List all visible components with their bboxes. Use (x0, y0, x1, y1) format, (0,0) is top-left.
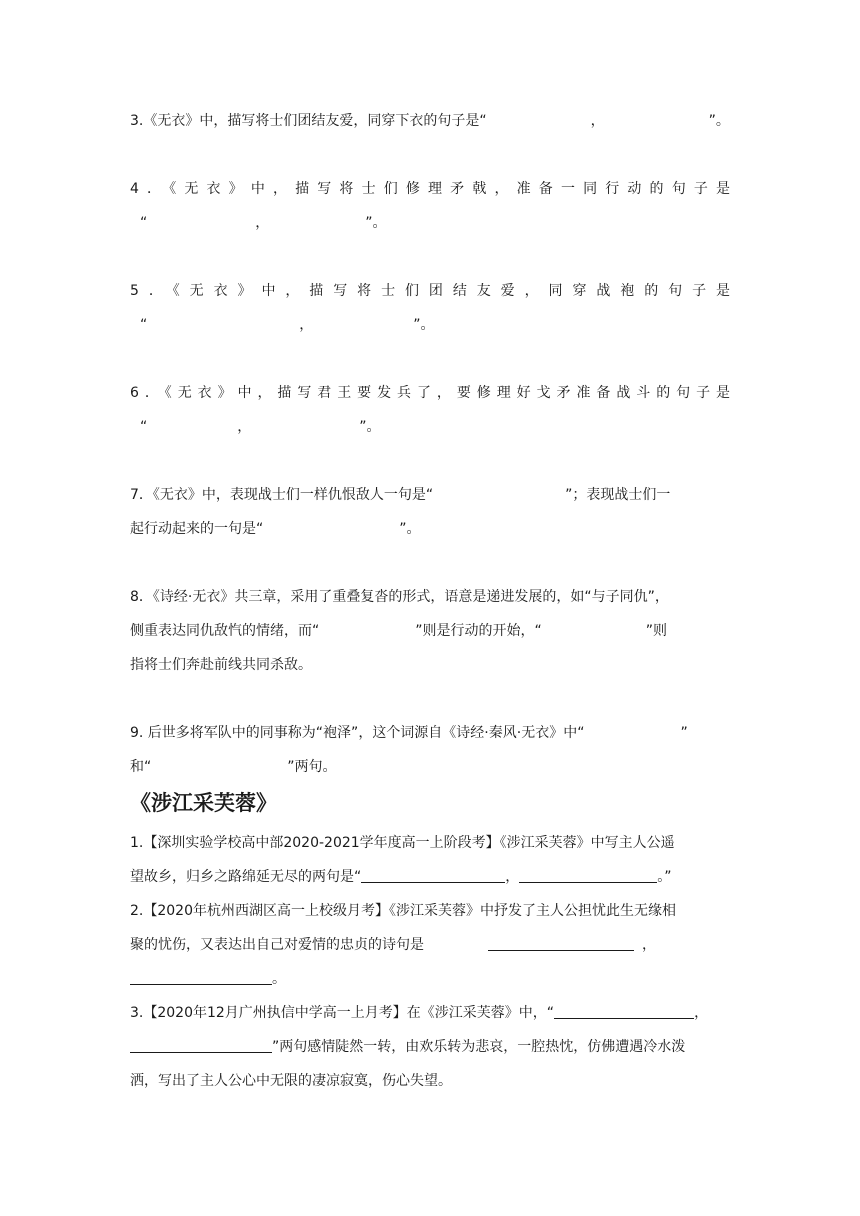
question-text: ”；表现战士们一 (565, 487, 671, 503)
answer-blank[interactable] (130, 968, 272, 985)
question-text: 望故乡，归乡之路绵延无尽的两句是“ (130, 869, 362, 885)
question-line (130, 962, 730, 996)
question-text: ， (237, 419, 252, 435)
question-text: ”则 (645, 623, 668, 639)
question-text: 聚的忧伤，又表达出自己对爱情的忠贞的诗句是 (130, 937, 424, 953)
answer-blank[interactable] (361, 866, 505, 883)
question-text: 3.【2020年12月广州执信中学高一上月考】在《涉江采芙蓉》中，“ (130, 1005, 555, 1021)
question-line (130, 308, 730, 342)
question-line (130, 614, 730, 648)
question-text: ， (694, 1005, 709, 1021)
question-line (130, 996, 730, 1030)
question-text: ”。 (708, 113, 730, 129)
question-line (130, 104, 730, 138)
question-text: ”。 (413, 317, 435, 333)
question-text: “ (140, 215, 148, 231)
question-text: ”两句。 (287, 759, 337, 775)
answer-blank[interactable] (488, 934, 634, 951)
question-line (130, 512, 730, 546)
question-9 (130, 716, 730, 784)
question-8 (130, 580, 730, 682)
question-text: 7．《无衣》中，表现战士们一样仇恨敌人一句是“ (130, 487, 434, 503)
section-question-2 (130, 894, 730, 996)
question-text: “ (140, 317, 148, 333)
question-text: ， (642, 937, 656, 953)
question-text: 和“ (130, 759, 152, 775)
question-text: “ (140, 419, 148, 435)
question-text: 9. 后世多将军队中的同事称为“袍泽”，这个词源自《诗经·秦风·无衣》中“ (130, 725, 585, 741)
question-4 (130, 172, 730, 240)
question-text: 侧重表达同仇敌忾的情绪，而“ (130, 623, 320, 639)
answer-blank[interactable] (130, 1036, 272, 1053)
question-text: ”。 (399, 521, 421, 537)
question-text: ， (299, 317, 314, 333)
question-line (130, 206, 730, 240)
question-text: 。” (657, 869, 672, 885)
answer-blank[interactable] (554, 1002, 694, 1019)
question-text: ”则是行动的开始，“ (415, 623, 542, 639)
question-line: 8．《诗经·无衣》共三章，采用了重叠复沓的形式，语意是递进发展的，如“与子同仇”， (130, 589, 669, 605)
question-text: 3.《无衣》中，描写将士们团结友爱，同穿下衣的句子是“ (130, 113, 487, 129)
question-line (130, 1030, 730, 1064)
section-question-3 (130, 996, 730, 1098)
section-question-1 (130, 826, 730, 894)
question-text: ， (255, 215, 270, 231)
question-line: 1.【深圳实验学校高中部2020-2021学年度高一上阶段考】《涉江采芙蓉》中写主人公遥 (130, 835, 675, 851)
question-line: 洒，写出了主人公心中无限的凄凉寂寞，伤心失望。 (130, 1073, 452, 1089)
question-text: ”两句感情陡然一转，由欢乐转为悲哀，一腔热忱，仿佛遭遇冷水泼 (272, 1039, 686, 1055)
question-line (130, 478, 730, 512)
question-line: 2.【2020年杭州西湖区高一上校级月考】《涉江采芙蓉》中抒发了主人公担忧此生无缘相 (130, 903, 676, 919)
question-text: ” (680, 725, 688, 741)
question-line (130, 750, 730, 784)
question-text: 起行动起来的一句是“ (130, 521, 264, 537)
question-line (130, 860, 730, 894)
question-5 (130, 274, 730, 342)
question-line (130, 410, 730, 444)
question-line: 指将士们奔赴前线共同杀敌。 (130, 657, 312, 673)
question-line: 6．《无衣》中，描写君王要发兵了，要修理好戈矛准备战斗的句子是 (130, 385, 730, 401)
question-7 (130, 478, 730, 546)
question-text: ”。 (359, 419, 381, 435)
question-text: ， (505, 869, 520, 885)
question-line: 5．《无衣》中，描写将士们团结友爱，同穿战袍的句子是 (130, 283, 730, 299)
question-text: ”。 (365, 215, 387, 231)
answer-blank[interactable] (519, 866, 657, 883)
question-line: 4．《无衣》中，描写将士们修理矛戟，准备一同行动的句子是 (130, 181, 730, 197)
section-title: 《涉江采芙蓉》 (130, 791, 277, 815)
question-text: 。 (272, 971, 286, 987)
question-line (130, 716, 730, 750)
question-3 (130, 104, 730, 138)
question-line (130, 928, 730, 962)
question-6 (130, 376, 730, 444)
question-text: ， (590, 113, 605, 129)
